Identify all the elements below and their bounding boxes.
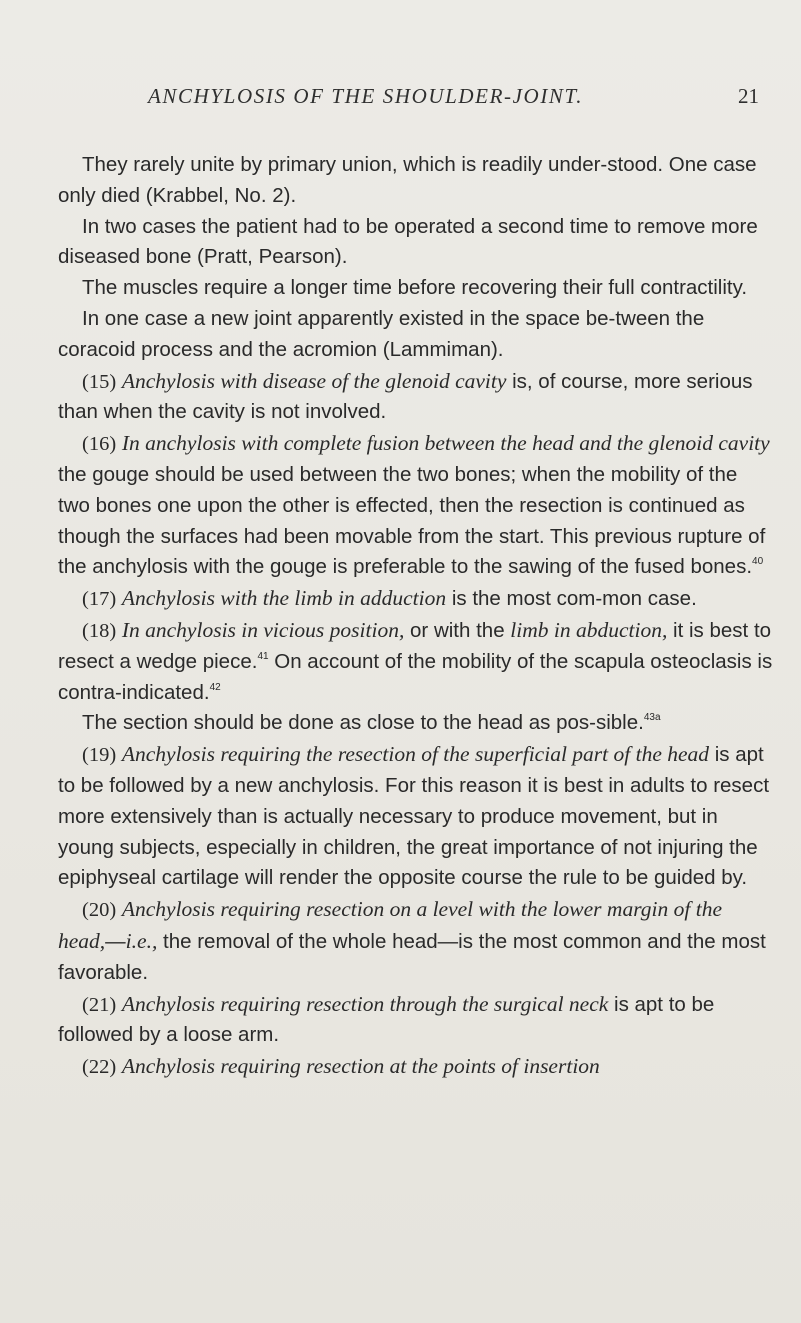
paragraph-text: or with the xyxy=(404,618,511,642)
paragraph-number: (17) xyxy=(82,588,117,611)
paragraph-20 xyxy=(58,894,773,988)
running-header xyxy=(0,84,801,124)
paragraph-text: is the most com-mon case. xyxy=(446,587,697,611)
body-text xyxy=(58,150,773,1083)
paragraph-number: (20) xyxy=(82,899,117,922)
paragraph-heading: Anchylosis requiring resection at the points of insertion xyxy=(121,1054,600,1079)
paragraph-heading: In anchylosis in vicious position, xyxy=(121,617,405,642)
paragraph-heading: Anchylosis with disease of the glenoid cavity xyxy=(121,368,507,393)
paragraph-text: is apt to be followed by a loose arm. xyxy=(58,992,715,1047)
paragraph-number: (19) xyxy=(82,744,117,767)
paragraph-text: is, of course, more serious than when the cavity is not involved. xyxy=(58,369,753,424)
paragraph-text: the removal of the whole head—is the most common and the most favorable. xyxy=(58,929,766,984)
paragraph-heading: In anchylosis with complete fusion between the head and the glenoid cavity xyxy=(121,431,770,456)
paragraph-heading: Anchylosis requiring resection through the surgical neck xyxy=(121,991,609,1016)
paragraph-number: (21) xyxy=(82,993,117,1016)
running-title: ANCHYLOSIS OF THE SHOULDER-JOINT. xyxy=(148,84,584,108)
paragraph-19 xyxy=(58,739,773,894)
paragraph-15 xyxy=(58,366,773,429)
paragraph-text: it is best to resect a wedge piece. xyxy=(58,618,772,673)
paragraph-22 xyxy=(58,1051,773,1083)
paragraph-section-close-to-head xyxy=(58,708,773,739)
paragraph-heading-secondary: limb in abduction, xyxy=(510,617,668,642)
paragraph-number: (22) xyxy=(82,1056,117,1079)
footnote-ref-43a: 43a xyxy=(643,712,661,724)
page-number: 21 xyxy=(738,84,759,108)
footnote-ref-40: 40 xyxy=(752,556,764,568)
paragraph-text: the gouge should be used between the two bones; when the mobility of the two bones one upon the other is effected, then the resection is continued as though the surfaces had been movable from the start. This previous rupture of the anchylosis with the gouge is preferable to the sawing of the fused bones. xyxy=(58,462,766,579)
em-dash: — xyxy=(105,929,126,953)
paragraph-17 xyxy=(58,583,773,615)
paragraph-number: (18) xyxy=(82,619,117,642)
paragraph-second-operation: In two cases the patient had to be operated a second time to remove more diseased bone (Pratt, Pearson). xyxy=(58,214,758,269)
footnote-ref-42: 42 xyxy=(209,681,221,693)
paragraph-heading: Anchylosis with the limb in adduction xyxy=(121,586,447,611)
paragraph-text: The section should be done as close to the head as pos-sible. xyxy=(82,711,644,735)
paragraph-primary-union: They rarely unite by primary union, which is readily under-stood. One case only died (Krabbel, No. 2). xyxy=(58,153,757,207)
paragraph-18 xyxy=(58,615,773,708)
footnote-ref-41: 41 xyxy=(257,650,269,662)
paragraph-number: (15) xyxy=(82,370,117,393)
paragraph-new-joint: In one case a new joint apparently existed in the space be-tween the coracoid process and the acromion (Lammiman). xyxy=(58,306,705,361)
paragraph-muscle-contractility: The muscles require a longer time before recovering their full contractility. xyxy=(82,276,748,300)
paragraph-text-continued: On account of the mobility of the scapula osteoclasis is contra-indicated. xyxy=(58,649,773,704)
paragraph-number: (16) xyxy=(82,433,117,456)
paragraph-heading: Anchylosis requiring the resection of the superficial part of the head xyxy=(121,742,710,767)
paragraph-text: is apt to be followed by a new anchylosis. For this reason it is best in adults to resect more extensively than is actually necessary to produce movement, but in young subjects, especially in children, the great importance of not injuring the epiphyseal cartilage will render the opposite course the rule to be guided by. xyxy=(58,743,770,890)
paragraph-heading: Anchylosis requiring resection on a level with the lower margin of the head, xyxy=(58,897,722,953)
abbreviation-ie: i.e., xyxy=(125,928,158,953)
paragraph-21 xyxy=(58,989,773,1052)
paragraph-16 xyxy=(58,428,773,583)
